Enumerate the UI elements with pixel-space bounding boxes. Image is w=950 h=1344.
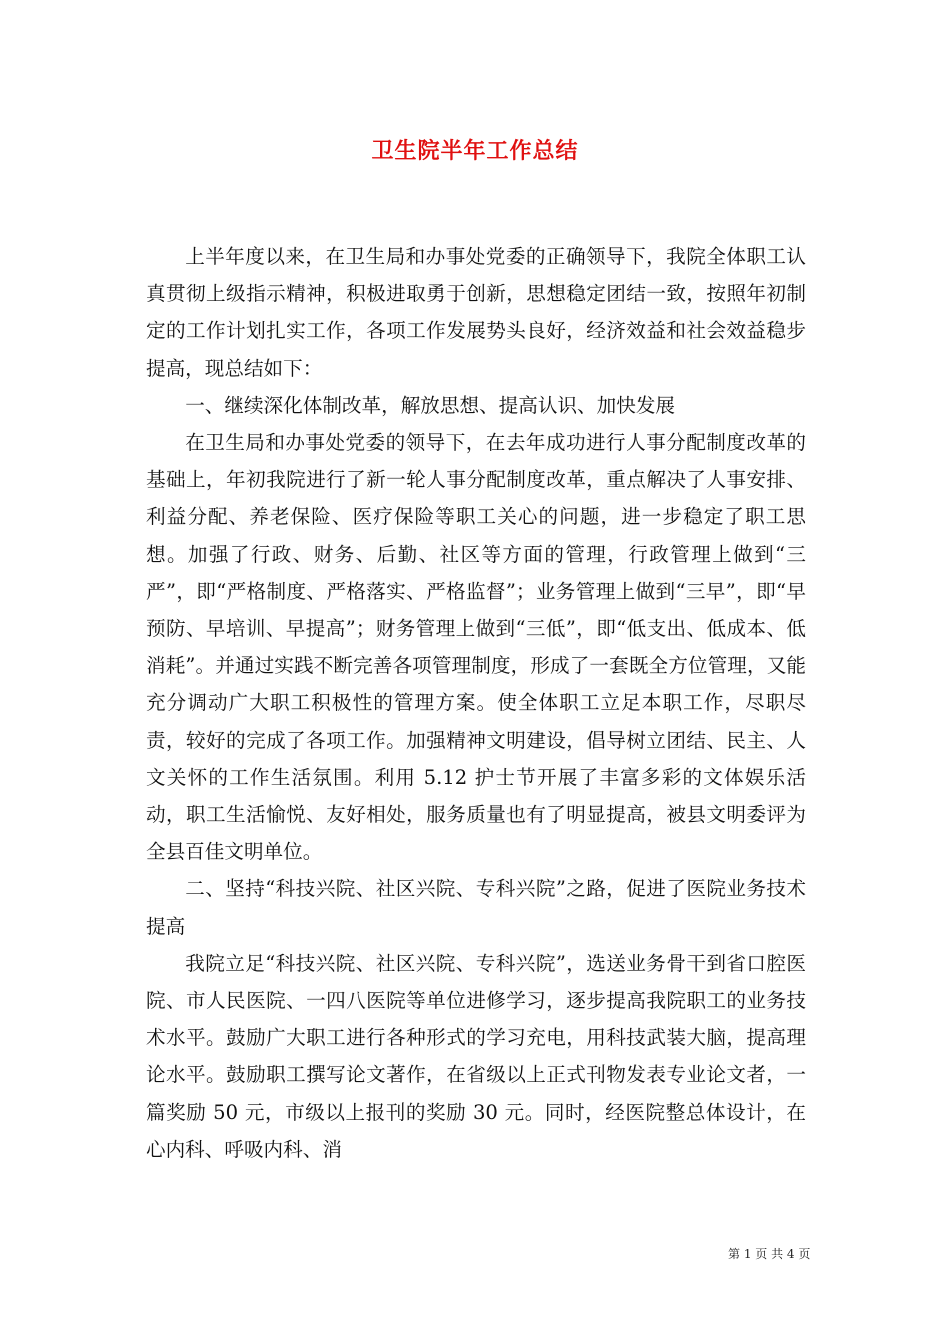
section-heading-1: 一、继续深化体制改革，解放思想、提高认识、加快发展 — [185, 393, 676, 417]
page-number-footer: 第 1 页 共 4 页 — [728, 1247, 811, 1261]
document-title: 卫生院半年工作总结 — [371, 139, 579, 164]
section-heading-2: 二、坚持“科技兴院、社区兴院、专科兴院”之路，促进了医院业务技术提高 — [146, 877, 806, 938]
document-body — [146, 238, 806, 1168]
paragraph-section-2: 我院立足“科技兴院、社区兴院、专科兴院”，选送业务骨干到省口腔医院、市人民医院、一四八医院等单位进修学习，逐步提高我院职工的业务技术水平。鼓励广大职工进行各种形式的学习充电，用科技武装大脑，提高理论水平。鼓励职工撰写论文著作，在省级以上正式刊物发表专业论文者，一篇奖励 50 元，市级以上报刊的奖励 30 元。同时，经医院整总体设计，在心内科、呼吸内科、消 — [146, 951, 806, 1161]
paragraph-section-1: 在卫生局和办事处党委的领导下，在去年成功进行人事分配制度改革的基础上，年初我院进行了新一轮人事分配制度改革，重点解决了人事安排、利益分配、养老保险、医疗保险等职工关心的问题，进一步稳定了职工思想。加强了行政、财务、后勤、社区等方面的管理，行政管理上做到“三严”，即“严格制度、严格落实、严格监督”；业务管理上做到“三早”，即“早预防、早培训、早提高”；财务管理上做到“三低”，即“低支出、低成本、低消耗”。并通过实践不断完善各项管理制度，形成了一套既全方位管理，又能充分调动广大职工积极性的管理方案。使全体职工立足本职工作，尽职尽责，较好的完成了各项工作。加强精神文明建设，倡导树立团结、民主、人文关怀的工作生活氛围。利用 5.12 护士节开展了丰富多彩的文体娱乐活动，职工生活愉悦、友好相处，服务质量也有了明显提高，被县文明委评为全县百佳文明单位。 — [146, 431, 806, 864]
paragraph-intro: 上半年度以来，在卫生局和办事处党委的正确领导下，我院全体职工认真贯彻上级指示精神，积极进取勇于创新，思想稳定团结一致，按照年初制定的工作计划扎实工作，各项工作发展势头良好，经济效益和社会效益稳步提高，现总结如下： — [146, 245, 806, 380]
